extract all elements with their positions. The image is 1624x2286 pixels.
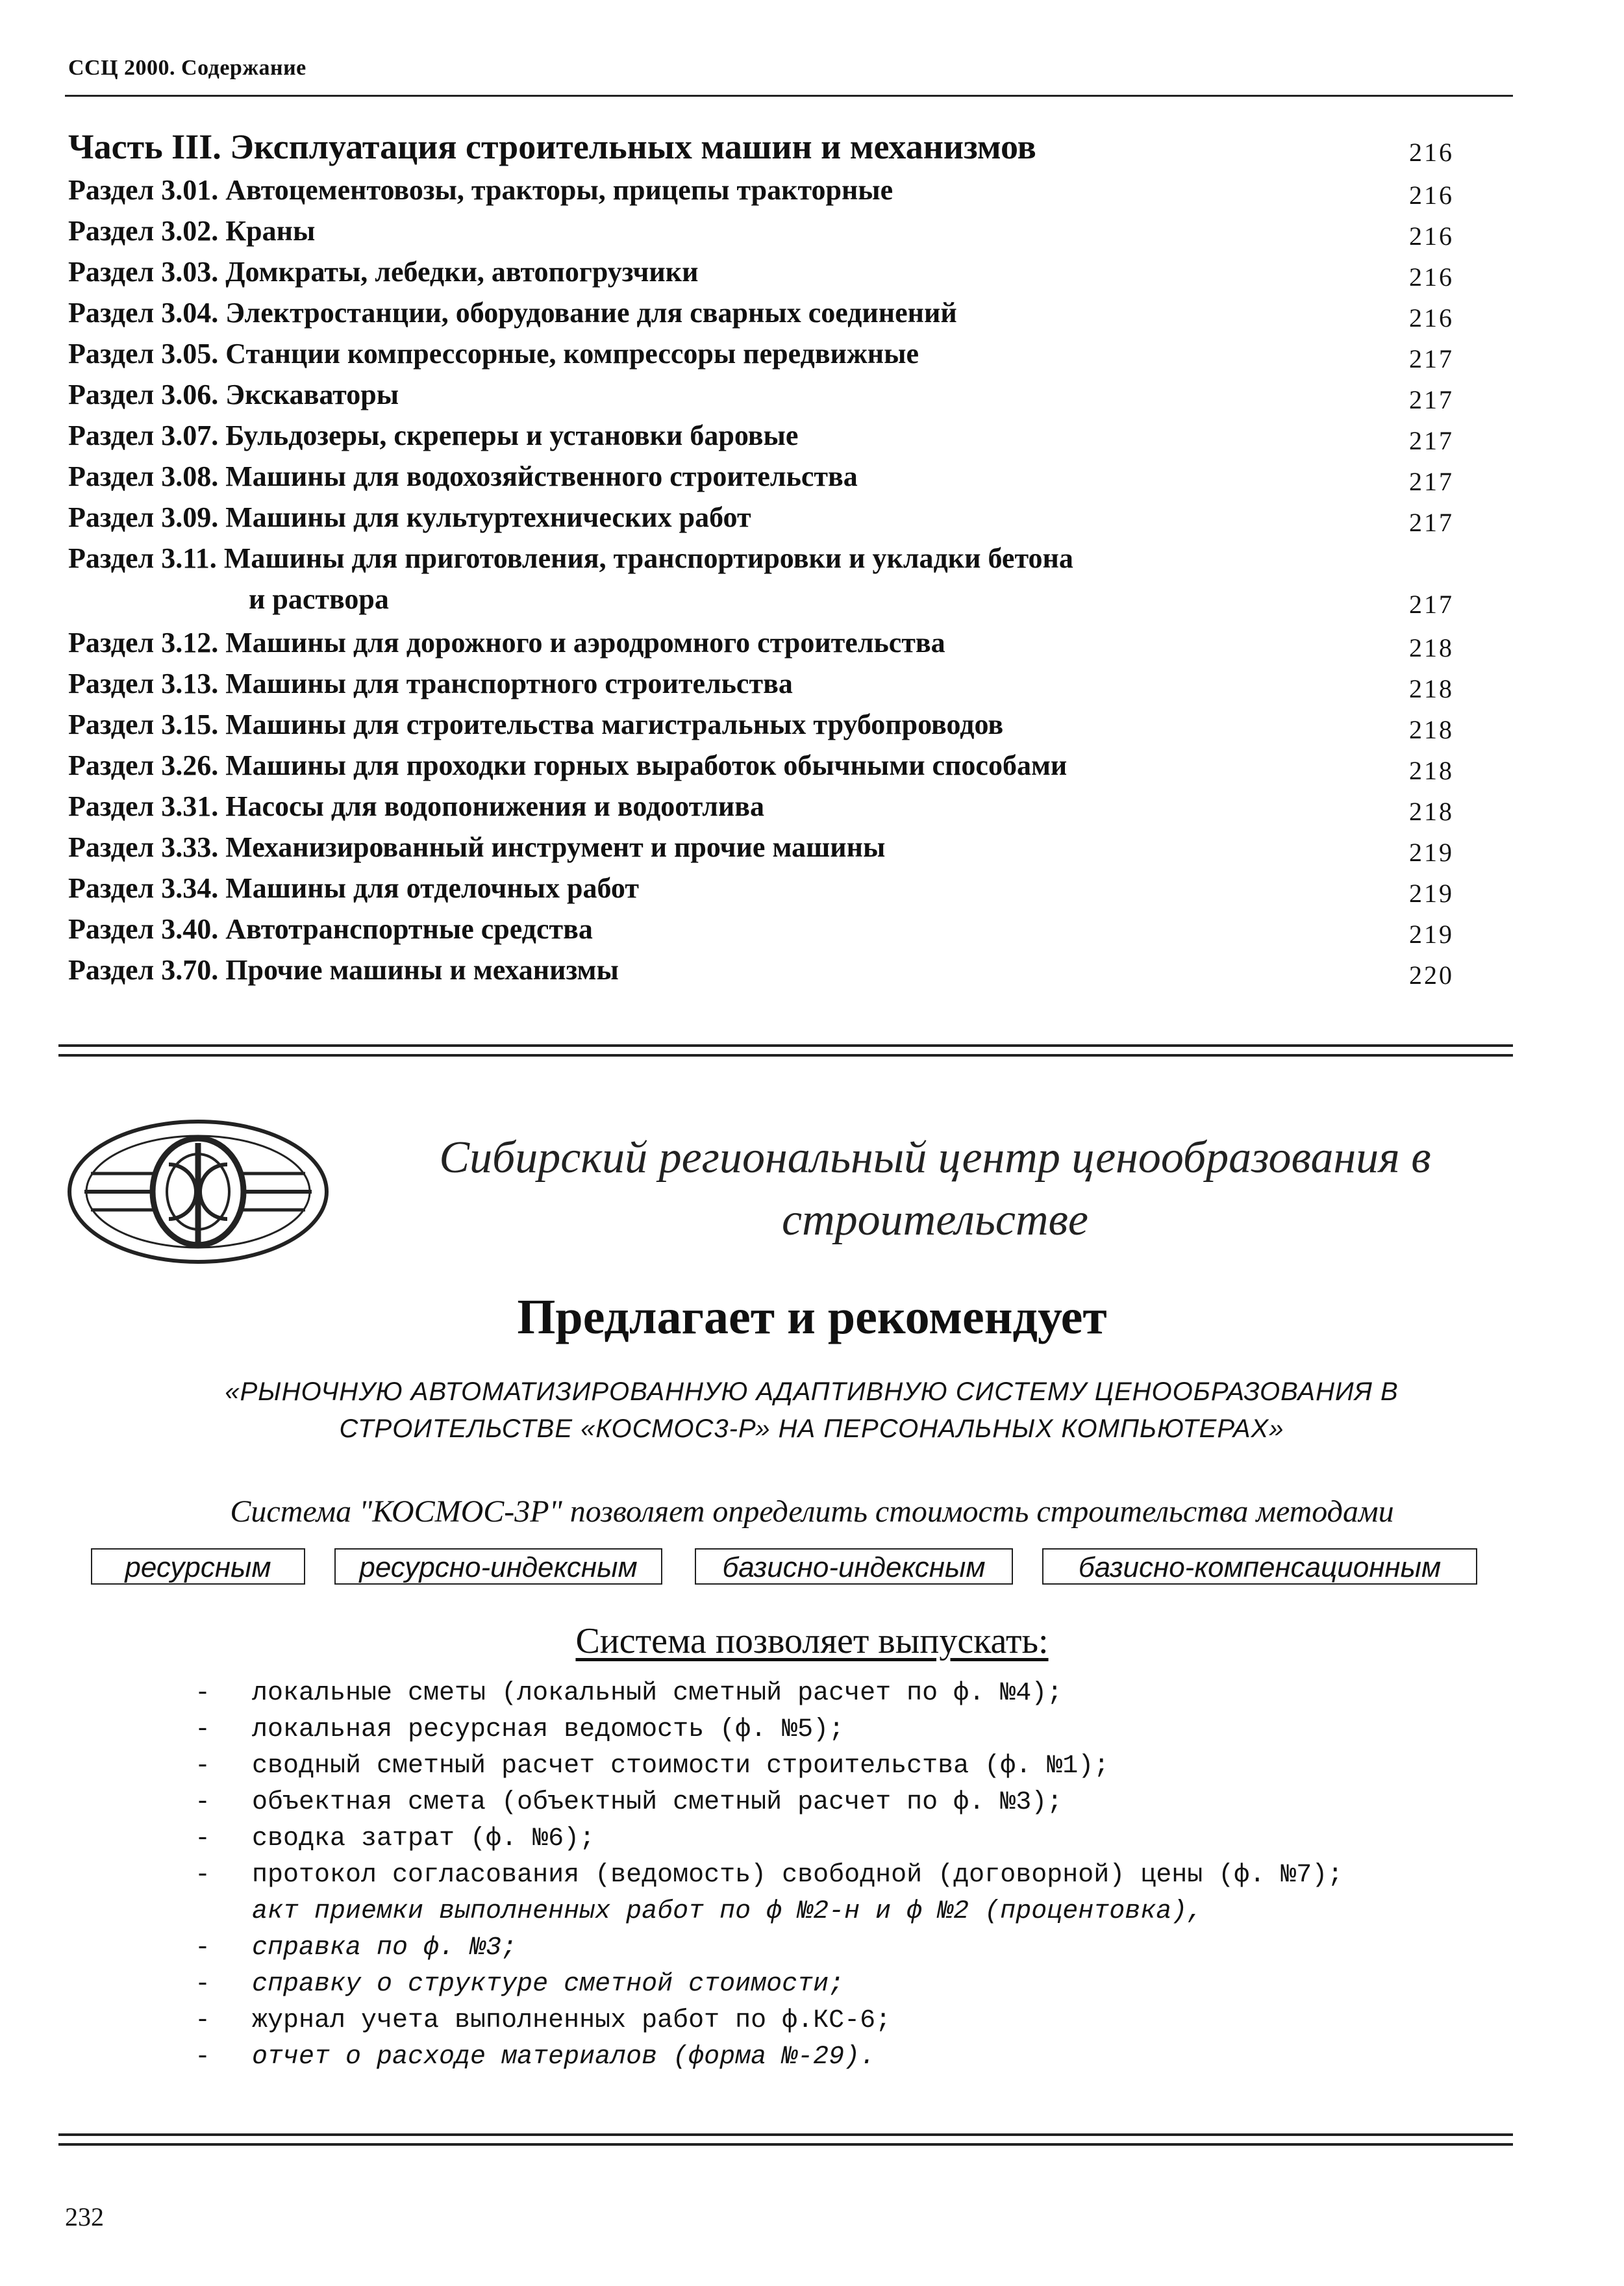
table-of-contents	[68, 127, 1458, 990]
list-dash: -	[195, 1788, 211, 1817]
toc-entry	[68, 909, 1458, 949]
toc-section-name: Машины для приготовления, транспортировки и укладки бетона	[223, 542, 1073, 574]
output-list-item	[195, 2039, 1526, 2076]
header-rule	[65, 95, 1513, 97]
section-divider	[58, 1044, 1513, 1059]
toc-section-number: Раздел 3.15.	[68, 709, 219, 740]
toc-section-name: Машины для транспортного строительства	[225, 668, 793, 699]
organization-name-line2: строительстве	[782, 1195, 1088, 1245]
toc-section-name: Насосы для водопонижения и водоотлива	[225, 790, 765, 822]
toc-page-number: 218	[1409, 756, 1454, 785]
toc-entry	[68, 538, 1458, 622]
toc-section-number: Раздел 3.11.	[68, 542, 217, 574]
toc-entry-title	[68, 622, 945, 663]
toc-entry	[68, 210, 1458, 251]
toc-section-number: Раздел 3.33.	[68, 831, 219, 863]
toc-page-number: 216	[1409, 181, 1454, 210]
toc-entry-title	[68, 292, 957, 333]
toc-section-name: Станции компрессорные, компрессоры передвижные	[225, 338, 919, 370]
list-dash: -	[195, 1824, 211, 1853]
toc-entry-title	[68, 745, 1067, 786]
toc-page-number: 217	[1409, 385, 1454, 414]
product-title-line1: «РЫНОЧНУЮ АВТОМАТИЗИРОВАННУЮ АДАПТИВНУЮ СИСТЕМУ ЦЕНООБРАЗОВАНИЯ В	[225, 1377, 1399, 1406]
output-list-item	[195, 1748, 1526, 1785]
toc-section-number: Раздел 3.02.	[68, 215, 219, 247]
product-title	[130, 1374, 1493, 1448]
output-list-item	[195, 1894, 1526, 1930]
toc-page-number: 218	[1409, 674, 1454, 703]
toc-entry	[68, 949, 1458, 990]
toc-section-number: Раздел 3.01.	[68, 174, 219, 206]
output-item-text: локальные сметы (локальный сметный расчет по ф. №4);	[252, 1679, 1063, 1708]
toc-section-name: Экскаваторы	[225, 379, 399, 410]
toc-section-name: Бульдозеры, скреперы и установки баровые	[225, 420, 799, 451]
page-number: 232	[65, 2202, 104, 2231]
toc-entry	[68, 333, 1458, 374]
toc-section-number: Раздел 3.40.	[68, 913, 219, 945]
toc-page-number: 216	[1409, 262, 1454, 292]
toc-page-number: 217	[1409, 590, 1454, 619]
output-item-text: отчет о расходе материалов (форма №-29).	[252, 2042, 876, 2072]
output-list-item	[195, 2003, 1526, 2039]
organization-name	[351, 1127, 1519, 1251]
toc-entry	[68, 497, 1458, 538]
outputs-list	[195, 1676, 1526, 2076]
toc-section-number: Раздел 3.07.	[68, 420, 219, 451]
toc-section-name: Машины для проходки горных выработок обычными способами	[225, 749, 1068, 781]
toc-section-number: Раздел 3.31.	[68, 790, 219, 822]
toc-page-number: 219	[1409, 920, 1454, 949]
toc-entry	[68, 170, 1458, 210]
toc-page-number: 216	[1409, 303, 1454, 333]
toc-page-number: 218	[1409, 715, 1454, 744]
output-item-text: акт приемки выполненных работ по ф №2-н и ф №2 (процентовка),	[252, 1897, 1203, 1926]
toc-entry	[68, 663, 1458, 704]
toc-page-number: 217	[1409, 467, 1454, 496]
toc-entry	[68, 786, 1458, 827]
toc-section-name: Машины для культуртехнических работ	[225, 501, 751, 533]
section-divider	[58, 2133, 1513, 2148]
toc-part-title: Часть III. Эксплуатация строительных машин и механизмов	[68, 127, 1036, 166]
toc-section-number: Раздел 3.06.	[68, 379, 219, 410]
output-list-item	[195, 1676, 1526, 1712]
outputs-title: Система позволяет выпускать:	[575, 1621, 1049, 1661]
toc-section-number: Раздел 3.34.	[68, 872, 219, 904]
toc-section-name: Механизированный инструмент и прочие машины	[225, 831, 886, 863]
toc-entry	[68, 415, 1458, 456]
toc-sections	[68, 170, 1458, 990]
toc-entry	[68, 251, 1458, 292]
toc-section-name: Прочие машины и механизмы	[225, 954, 619, 986]
toc-entry	[68, 868, 1458, 909]
toc-page-number: 216	[1409, 221, 1454, 251]
toc-page-number: 218	[1409, 797, 1454, 826]
toc-entry-title	[68, 868, 639, 909]
toc-section-name: Автотранспортные средства	[225, 913, 593, 945]
output-item-text: справку о структуре сметной стоимости;	[252, 1970, 845, 1999]
toc-section-number: Раздел 3.04.	[68, 297, 219, 329]
toc-section-number: Раздел 3.26.	[68, 749, 219, 781]
toc-entry	[68, 456, 1458, 497]
toc-page-number: 217	[1409, 508, 1454, 537]
toc-entry-title	[68, 949, 619, 990]
organization-logo-icon	[65, 1114, 331, 1270]
output-list-item	[195, 1821, 1526, 1857]
toc-page-number: 219	[1409, 838, 1454, 867]
output-list-item	[195, 1712, 1526, 1748]
toc-entry-title	[68, 415, 798, 456]
toc-entry	[68, 292, 1458, 333]
toc-entry-title	[68, 663, 793, 704]
toc-section-name: Электростанции, оборудование для сварных соединений	[225, 297, 957, 329]
output-item-text: журнал учета выполненных работ по ф.КС-6;	[252, 2006, 892, 2035]
toc-entry-title	[68, 827, 885, 868]
product-title-line2: СТРОИТЕЛЬСТВЕ «КОСМОС3-Р» НА ПЕРСОНАЛЬНЫХ КОМПЬЮТЕРАХ»	[339, 1414, 1284, 1443]
toc-page-number: 217	[1409, 344, 1454, 373]
toc-section-number: Раздел 3.08.	[68, 460, 219, 492]
output-item-text: сводка затрат (ф. №6);	[252, 1824, 595, 1853]
toc-section-number: Раздел 3.13.	[68, 668, 219, 699]
toc-entry-title	[68, 497, 751, 538]
offer-heading: Предлагает и рекомендует	[517, 1290, 1107, 1344]
method-box-resource: ресурсным	[91, 1548, 305, 1585]
toc-entry	[68, 704, 1458, 745]
toc-section-number: Раздел 3.05.	[68, 338, 219, 370]
toc-entry-title	[68, 786, 764, 827]
method-box-resource-index: ресурсно-индексным	[334, 1548, 662, 1585]
toc-entry-title	[68, 374, 399, 415]
toc-entry	[68, 745, 1458, 786]
output-item-text: локальная ресурсная ведомость (ф. №5);	[252, 1715, 845, 1744]
toc-entry-title	[68, 251, 698, 292]
toc-section-name: Машины для отделочных работ	[225, 872, 639, 904]
toc-section-number: Раздел 3.09.	[68, 501, 219, 533]
output-list-item	[195, 1857, 1526, 1894]
methods-row	[0, 1548, 1624, 1594]
output-item-text: сводный сметный расчет стоимости строительства (ф. №1);	[252, 1752, 1110, 1781]
toc-entry-title	[68, 909, 593, 949]
toc-entry	[68, 374, 1458, 415]
output-list-item	[195, 1930, 1526, 1966]
toc-section-name-continuation: и раствора	[249, 583, 389, 615]
list-dash: -	[195, 1861, 211, 1890]
toc-entry-title	[68, 210, 315, 251]
list-dash: -	[195, 2006, 211, 2035]
output-item-text: справка по ф. №3;	[252, 1933, 518, 1963]
toc-entry-title	[68, 704, 1003, 745]
toc-entry-title	[68, 456, 858, 497]
toc-entry-title	[68, 170, 893, 210]
system-intro: Система "КОСМОС-3Р" позволяет определить стоимость строительства методами	[230, 1494, 1394, 1529]
toc-page-number: 216	[1409, 138, 1454, 167]
running-header: ССЦ 2000. Содержание	[68, 56, 306, 80]
toc-section-name: Машины для дорожного и аэродромного строительства	[225, 627, 945, 659]
list-dash: -	[195, 2042, 211, 2072]
toc-section-name: Машины для водохозяйственного строительства	[225, 460, 858, 492]
toc-section-number: Раздел 3.12.	[68, 627, 219, 659]
organization-name-line1: Сибирский региональный центр ценообразования в	[439, 1133, 1431, 1183]
toc-page-number: 219	[1409, 879, 1454, 908]
list-dash: -	[195, 1970, 211, 1999]
output-list-item	[195, 1785, 1526, 1821]
toc-entry-title	[68, 538, 1073, 579]
toc-section-name: Домкраты, лебедки, автопогрузчики	[225, 256, 699, 288]
toc-section-name: Автоцементовозы, тракторы, прицепы тракторные	[225, 174, 893, 206]
toc-entry	[68, 827, 1458, 868]
list-dash: -	[195, 1679, 211, 1708]
list-dash: -	[195, 1752, 211, 1781]
toc-section-name: Краны	[225, 215, 316, 247]
toc-entry-title	[68, 333, 919, 374]
toc-section-name: Машины для строительства магистральных трубопроводов	[225, 709, 1004, 740]
toc-page-number: 220	[1409, 961, 1454, 990]
toc-section-number: Раздел 3.70.	[68, 954, 219, 986]
toc-page-number: 217	[1409, 426, 1454, 455]
toc-section-number: Раздел 3.03.	[68, 256, 219, 288]
output-list-item	[195, 1966, 1526, 2003]
method-box-base-index: базисно-индексным	[695, 1548, 1013, 1585]
toc-entry	[68, 622, 1458, 663]
list-dash: -	[195, 1715, 211, 1744]
toc-part-heading	[68, 127, 1458, 170]
output-item-text: объектная смета (объектный сметный расчет по ф. №3);	[252, 1788, 1063, 1817]
list-dash: -	[195, 1933, 211, 1963]
output-item-text: протокол согласования (ведомость) свободной (договорной) цены (ф. №7);	[252, 1861, 1343, 1890]
toc-page-number: 218	[1409, 633, 1454, 662]
method-box-base-compensation: базисно-компенсационным	[1042, 1548, 1477, 1585]
